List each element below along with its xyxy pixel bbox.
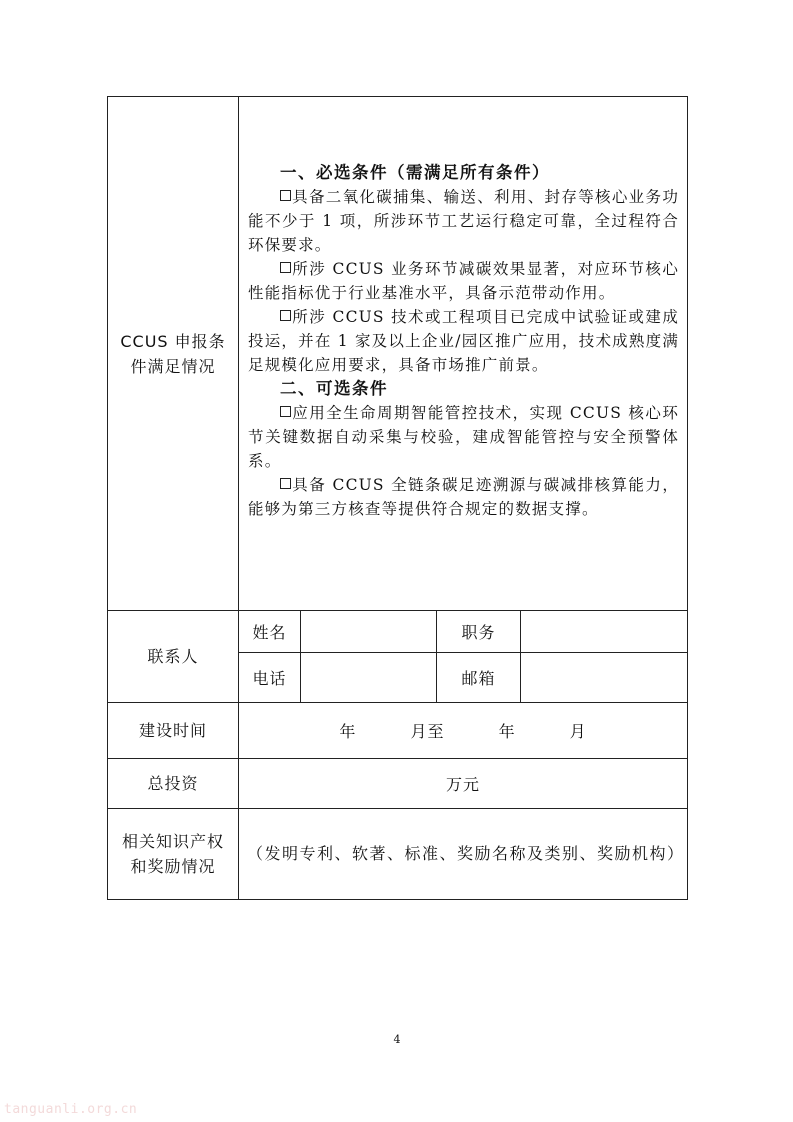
ip-label-line-1: 相关知识产权 — [121, 832, 224, 851]
ccus-conditions-row — [108, 97, 688, 611]
position-field[interactable] — [521, 611, 688, 653]
email-field[interactable] — [521, 653, 688, 703]
optional-conditions-heading: 二、可选条件 — [280, 379, 388, 398]
build-end-month-unit: 月 — [569, 722, 587, 741]
optional-item-2[interactable] — [248, 473, 679, 521]
site-watermark: tanguanli.org.cn — [4, 1102, 138, 1117]
optional-item-1[interactable] — [248, 401, 679, 473]
required-item-2-text: 所涉 CCUS 业务环节减碳效果显著，对应环节核心性能指标优于行业基准水平，具备示范带动作用。 — [248, 260, 680, 302]
name-label: 姓名 — [239, 611, 301, 653]
required-conditions-heading: 一、必选条件（需满足所有条件） — [280, 163, 550, 182]
phone-field[interactable] — [301, 653, 437, 703]
ccus-conditions-label — [108, 97, 239, 611]
email-label: 邮箱 — [437, 653, 521, 703]
optional-item-2-text: 具备 CCUS 全链条碳足迹溯源与碳减排核算能力，能够为第三方核查等提供符合规定的数据支撑。 — [248, 476, 680, 518]
ip-label-line-2: 和奖励情况 — [130, 857, 216, 876]
build-start-year-unit: 年 — [339, 722, 357, 741]
total-investment-unit: 万元 — [446, 775, 481, 794]
ip-awards-row — [108, 809, 688, 900]
required-item-3-text: 所涉 CCUS 技术或工程项目已完成中试验证或建成投运，并在 1 家及以上企业/园区推广应用，技术成熟度满足规模化应用要求，具备市场推广前景。 — [248, 308, 680, 374]
ccus-label-line-2: 件满足情况 — [130, 356, 216, 376]
contact-label: 联系人 — [108, 611, 239, 703]
ip-awards-note: （发明专利、软著、标准、奖励名称及类别、奖励机构） — [247, 844, 685, 863]
checkbox-icon[interactable] — [280, 310, 291, 321]
build-time-row — [108, 703, 688, 759]
phone-label: 电话 — [239, 653, 301, 703]
required-item-1[interactable] — [248, 185, 679, 257]
name-field[interactable] — [301, 611, 437, 653]
checkbox-icon[interactable] — [280, 190, 291, 201]
total-investment-label: 总投资 — [108, 759, 239, 809]
contact-row-1 — [108, 611, 688, 653]
checkbox-icon[interactable] — [280, 478, 291, 489]
ccus-label-line-1: CCUS 申报条 — [120, 331, 226, 351]
checkbox-icon[interactable] — [280, 406, 291, 417]
page-number: 4 — [393, 1033, 401, 1046]
build-time-field[interactable] — [239, 703, 688, 759]
build-time-label: 建设时间 — [108, 703, 239, 759]
required-item-3[interactable] — [248, 305, 679, 377]
optional-item-1-text: 应用全生命周期智能管控技术，实现 CCUS 核心环节关键数据自动采集与校验，建成智能管控与安全预警体系。 — [248, 404, 680, 470]
ip-awards-label — [108, 809, 239, 900]
checkbox-icon[interactable] — [280, 262, 291, 273]
required-item-1-text: 具备二氧化碳捕集、输送、利用、封存等核心业务功能不少于 1 项，所涉环节工艺运行稳定可靠，全过程符合环保要求。 — [248, 188, 680, 254]
application-form-table — [107, 96, 688, 900]
total-investment-field[interactable] — [239, 759, 688, 809]
build-end-year-unit: 年 — [498, 722, 516, 741]
position-label: 职务 — [437, 611, 521, 653]
required-item-2[interactable] — [248, 257, 679, 305]
ccus-conditions-content — [239, 97, 688, 611]
ip-awards-field[interactable] — [239, 809, 688, 900]
build-start-month-unit: 月至 — [410, 722, 445, 741]
total-investment-row — [108, 759, 688, 809]
